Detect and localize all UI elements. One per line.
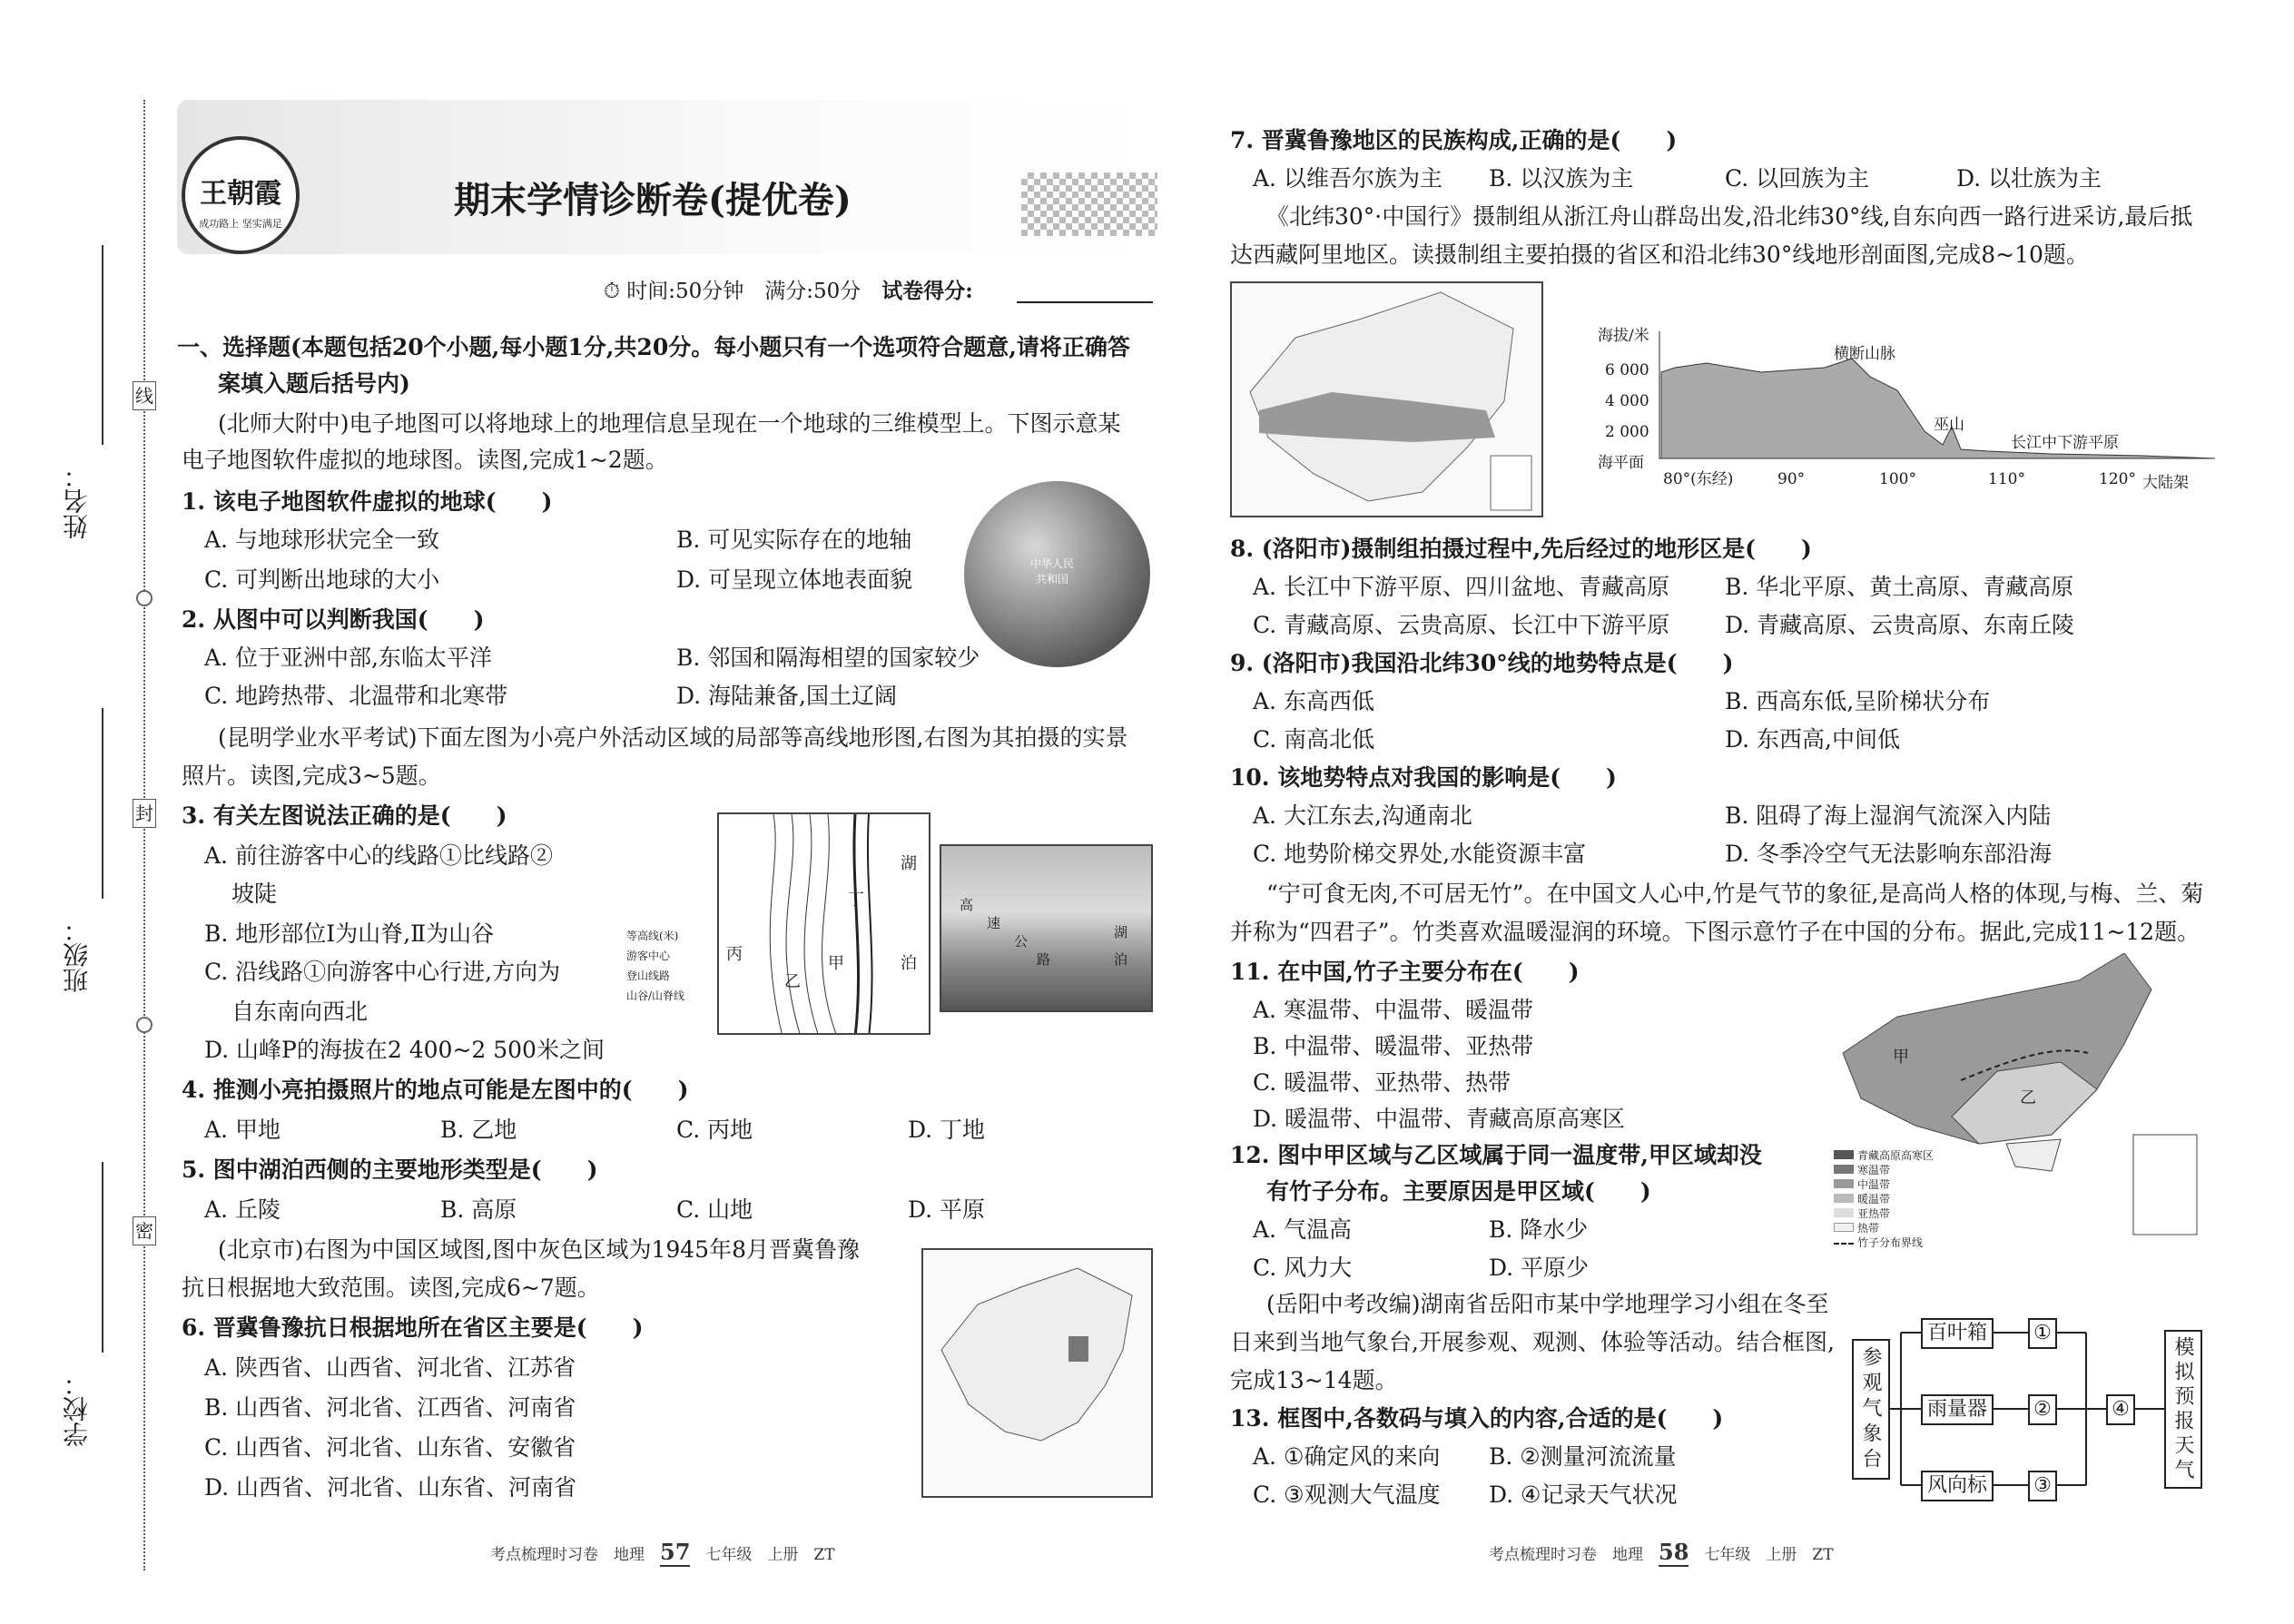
q2-option-c[interactable]: C. 地跨热带、北温带和北寒带 <box>204 683 508 709</box>
flow-left-box: 参观气象台 <box>1852 1339 1890 1480</box>
q1-option-c[interactable]: C. 可判断出地球的大小 <box>204 566 440 593</box>
intro-text: 电子地图软件虚拟的地球图。读图,完成1~2题。 <box>182 447 668 473</box>
profile-xtick: 110° <box>1988 470 2025 488</box>
route-map-shape <box>1232 283 1543 517</box>
contour-lines <box>719 814 930 1035</box>
intro-text: 日来到当地气象台,开展参观、观测、体验等活动。结合框图, <box>1230 1329 1835 1355</box>
flow-blank-4[interactable]: ④ <box>2106 1394 2135 1425</box>
clock-icon: ⏱ <box>604 280 620 303</box>
bamboo-label-jia: 甲 <box>1893 1048 1909 1067</box>
q13-option-d[interactable]: D. ④记录天气状况 <box>1489 1481 1678 1508</box>
q11-option-a[interactable]: A. 寒温带、中温带、暖温带 <box>1253 997 1533 1023</box>
footer-text: 考点梳理时习卷 地理 <box>490 1546 645 1564</box>
q2-option-a[interactable]: A. 位于亚洲中部,东临太平洋 <box>204 645 492 671</box>
q6-option-c[interactable]: C. 山西省、河北省、山东省、安徽省 <box>204 1434 576 1461</box>
intro-text: 达西藏阿里地区。读摄制组主要拍摄的省区和沿北纬30°线地形剖面图,完成8~10题。 <box>1230 241 2089 268</box>
q11-option-c[interactable]: C. 暖温带、亚热带、热带 <box>1253 1069 1511 1096</box>
binding-hole <box>136 1017 153 1033</box>
footer-text: 考点梳理时习卷 地理 <box>1489 1546 1643 1564</box>
flow-blank-3[interactable]: ③ <box>2028 1471 2057 1501</box>
intro-text: “宁可食无肉,不可居无竹”。在中国文人心中,竹是气节的象征,是高尚人格的体现,与梅、兰、菊 <box>1266 881 2204 907</box>
lake-photo <box>940 844 1153 1012</box>
q13-option-a[interactable]: A. ①确定风的来向 <box>1253 1443 1441 1470</box>
q3-option-d[interactable]: D. 山峰P的海拔在2 400~2 500米之间 <box>204 1037 605 1063</box>
map3-label-jia: 甲 <box>828 954 844 973</box>
q12-option-d[interactable]: D. 平原少 <box>1489 1255 1590 1281</box>
bamboo-distribution-map <box>1825 953 2224 1262</box>
question-12-cont: 有竹子分布。主要原因是甲区域( ) <box>1266 1178 1651 1205</box>
class-line <box>102 708 103 899</box>
route-map <box>1230 281 1543 517</box>
binding-line <box>143 100 145 1570</box>
q9-option-b[interactable]: B. 西高东低,呈阶梯状分布 <box>1725 688 1991 714</box>
logo-sub: 成功路上 坚实满足 <box>199 218 282 230</box>
school-line <box>102 1162 103 1353</box>
map3-label-yi: 乙 <box>784 972 801 991</box>
seal-mark: 密 <box>133 1216 156 1245</box>
question-2: 2. 从图中可以判断我国( ) <box>182 606 485 633</box>
q12-option-c[interactable]: C. 风力大 <box>1253 1255 1353 1281</box>
legend-item: 寒温带 <box>1834 1163 1934 1177</box>
intro-text: (北师大附中)电子地图可以将地球上的地理信息呈现在一个地球的三维模型上。下图示意某 <box>218 410 1121 437</box>
flow-blank-2[interactable]: ② <box>2028 1394 2057 1425</box>
intro-text: 《北纬30°·中国行》摄制组从浙江舟山群岛出发,沿北纬30°线,自东向西一路行进采访,最后抵 <box>1266 203 2193 230</box>
binding-hole <box>136 590 153 606</box>
logo <box>182 136 300 254</box>
q2-option-b[interactable]: B. 邻国和隔海相望的国家较少 <box>676 645 980 671</box>
q5-option-c[interactable]: C. 山地 <box>676 1196 753 1223</box>
intro-text: (北京市)右图为中国区域图,图中灰色区域为1945年8月晋冀鲁豫 <box>218 1236 860 1263</box>
time-text: 时间:50分钟 <box>626 280 744 303</box>
q8-option-d[interactable]: D. 青藏高原、云贵高原、东南丘陵 <box>1725 612 2075 638</box>
q9-option-c[interactable]: C. 南高北低 <box>1253 726 1375 753</box>
profile-label: 横断山脉 <box>1834 345 1895 363</box>
question-1: 1. 该电子地图软件虚拟的地球( ) <box>182 488 553 515</box>
q3-option-c-cont: 自东南向西北 <box>231 999 369 1025</box>
question-6: 6. 晋冀鲁豫抗日根据地所在省区主要是( ) <box>182 1314 644 1341</box>
terrain-profile <box>1598 322 2215 495</box>
q5-option-d[interactable]: D. 平原 <box>908 1196 986 1223</box>
globe-image <box>964 481 1150 667</box>
full-score: 满分:50分 <box>764 280 861 303</box>
score-label: 试卷得分: <box>881 279 973 303</box>
q8-option-c[interactable]: C. 青藏高原、云贵高原、长江中下游平原 <box>1253 612 1670 638</box>
question-13: 13. 框图中,各数码与填入的内容,合适的是( ) <box>1230 1405 1724 1432</box>
q3-option-b[interactable]: B. 地形部位Ⅰ为山脊,Ⅱ为山谷 <box>204 920 495 947</box>
q4-option-b[interactable]: B. 乙地 <box>440 1117 517 1143</box>
q3-option-c[interactable]: C. 沿线路①向游客中心行进,方向为 <box>204 959 561 985</box>
q1-option-a[interactable]: A. 与地球形状完全一致 <box>204 527 439 553</box>
question-7: 7. 晋冀鲁豫地区的民族构成,正确的是( ) <box>1230 127 1678 153</box>
photo-label: 公 <box>1014 933 1029 950</box>
profile-label: 长江中下游平原 <box>2011 434 2119 452</box>
profile-ytick: 海平面 <box>1598 454 1644 472</box>
contour-map <box>717 812 930 1035</box>
flow-box-raingauge: 雨量器 <box>1921 1394 1994 1425</box>
flow-box-louvre: 百叶箱 <box>1921 1318 1994 1349</box>
profile-xtick: 90° <box>1777 470 1806 488</box>
q10-option-b[interactable]: B. 阻碍了海上湿润气流深入内陆 <box>1725 802 2052 829</box>
q4-option-c[interactable]: C. 丙地 <box>676 1117 753 1143</box>
name-line <box>102 245 103 445</box>
class-label: 班级： <box>62 917 92 993</box>
q6-option-a[interactable]: A. 陕西省、山西省、河北省、江苏省 <box>204 1354 576 1381</box>
legend-item: 竹子分布界线 <box>1834 1235 1934 1250</box>
legend-item: 游客中心 <box>626 950 671 962</box>
q7-option-c[interactable]: C. 以回族为主 <box>1725 165 1870 192</box>
q3-option-a-cont: 坡陡 <box>231 881 278 907</box>
question-12: 12. 图中甲区域与乙区域属于同一温度带,甲区域却没 <box>1230 1142 1762 1168</box>
q7-option-a[interactable]: A. 以维吾尔族为主 <box>1253 165 1442 192</box>
intro-text: 照片。读图,完成3~5题。 <box>182 763 441 789</box>
seal-mark: 封 <box>133 799 156 828</box>
profile-label: 巫山 <box>1934 416 1964 434</box>
photo-label: 泊 <box>1114 951 1128 968</box>
q12-option-a[interactable]: A. 气温高 <box>1253 1216 1352 1243</box>
legend-item: 山谷/山脊线 <box>626 989 685 1002</box>
question-10: 10. 该地势特点对我国的影响是( ) <box>1230 764 1617 791</box>
flow-right-box: 模拟预报天气 <box>2164 1330 2202 1489</box>
photo-label: 湖 <box>1114 924 1128 940</box>
photo-label: 高 <box>960 897 974 913</box>
q5-option-b[interactable]: B. 高原 <box>440 1196 517 1223</box>
header-checker <box>1021 172 1157 236</box>
q7-option-b[interactable]: B. 以汉族为主 <box>1489 165 1634 192</box>
q9-option-a[interactable]: A. 东高西低 <box>1253 688 1374 714</box>
logo-text: 王朝霞 <box>200 179 281 209</box>
bamboo-label-yi: 乙 <box>2020 1088 2036 1107</box>
q7-option-d[interactable]: D. 以壮族为主 <box>1956 165 2102 192</box>
question-4: 4. 推测小亮拍摄照片的地点可能是左图中的( ) <box>182 1077 689 1103</box>
legend-item: 等高线(米) <box>626 930 679 942</box>
seal-mark: 线 <box>133 381 156 410</box>
map3-lake-label: 湖 <box>901 854 917 873</box>
q4-option-d[interactable]: D. 丁地 <box>908 1117 986 1143</box>
profile-label: 大陆架 <box>2142 474 2189 492</box>
china-outline <box>923 1250 1153 1498</box>
section-title-cont: 案填入题后括号内) <box>218 370 410 397</box>
profile-ytick: 4 000 <box>1605 392 1649 410</box>
profile-ylabel: 海拔/米 <box>1598 327 1649 345</box>
profile-xtick: 80°(东经) <box>1663 470 1734 488</box>
q2-option-d[interactable]: D. 海陆兼备,国土辽阔 <box>676 683 897 709</box>
q3-option-a[interactable]: A. 前往游客中心的线路①比线路② <box>204 842 553 869</box>
bamboo-legend <box>1834 1148 1934 1250</box>
contour-legend <box>626 926 717 1006</box>
q10-option-c[interactable]: C. 地势阶梯交界处,水能资源丰富 <box>1253 841 1587 867</box>
q6-option-d[interactable]: D. 山西省、河北省、山东省、河南省 <box>204 1474 577 1501</box>
score-blank[interactable] <box>1017 301 1153 303</box>
intro-text: 抗日根据地大致范围。读图,完成6~7题。 <box>182 1275 600 1301</box>
footer-right <box>1489 1539 1834 1565</box>
profile-xtick: 100° <box>1879 470 1916 488</box>
profile-ytick: 6 000 <box>1605 361 1649 379</box>
q1-option-d[interactable]: D. 可呈现立体地表面貌 <box>676 566 913 593</box>
time-info <box>604 278 973 305</box>
question-8: 8. (洛阳市)摄制组拍摄过程中,先后经过的地形区是( ) <box>1230 536 1812 562</box>
q10-option-a[interactable]: A. 大江东去,沟通南北 <box>1253 802 1472 829</box>
footer-text: 七年级 上册 ZT <box>705 1546 835 1564</box>
q8-option-a[interactable]: A. 长江中下游平原、四川盆地、青藏高原 <box>1253 574 1669 600</box>
map3-label-bing: 丙 <box>726 945 743 964</box>
q6-option-b[interactable]: B. 山西省、河北省、江西省、河南省 <box>204 1394 576 1421</box>
profile-xtick: 120° <box>2099 470 2136 488</box>
q11-option-d[interactable]: D. 暖温带、中温带、青藏高原高寒区 <box>1253 1106 1626 1132</box>
intro-text: 完成13~14题。 <box>1230 1367 1398 1393</box>
q1-option-b[interactable]: B. 可见实际存在的地轴 <box>676 527 912 553</box>
legend-item: 热带 <box>1834 1221 1934 1235</box>
legend-item: 暖温带 <box>1834 1192 1934 1206</box>
profile-ytick: 2 000 <box>1605 423 1649 441</box>
question-9: 9. (洛阳市)我国沿北纬30°线的地势特点是( ) <box>1230 650 1734 676</box>
flowchart <box>1852 1307 2215 1516</box>
map3-label-ding: 丁 <box>848 891 864 910</box>
photo-label: 路 <box>1037 951 1051 968</box>
photo-label: 速 <box>987 915 1001 931</box>
q13-option-c[interactable]: C. ③观测大气温度 <box>1253 1481 1441 1508</box>
intro-text: (岳阳中考改编)湖南省岳阳市某中学地理学习小组在冬至 <box>1266 1291 1829 1317</box>
footer-text: 七年级 上册 ZT <box>1704 1546 1834 1564</box>
q5-option-a[interactable]: A. 丘陵 <box>204 1196 281 1223</box>
name-label: 姓名： <box>62 463 92 539</box>
flow-blank-1[interactable]: ① <box>2028 1318 2057 1349</box>
q10-option-d[interactable]: D. 冬季冷空气无法影响东部沿海 <box>1725 841 2053 867</box>
intro-text: 并称为“四君子”。竹类喜欢温暖湿润的环境。下图示意竹子在中国的分布。据此,完成11~12题。 <box>1230 919 2200 945</box>
school-label: 学校： <box>62 1371 92 1447</box>
question-5: 5. 图中湖泊西侧的主要地形类型是( ) <box>182 1156 598 1183</box>
page-number: 57 <box>660 1539 691 1565</box>
footer-left <box>490 1539 835 1565</box>
page-title: 期末学情诊断卷(提优卷) <box>454 179 852 221</box>
q4-option-a[interactable]: A. 甲地 <box>204 1117 281 1143</box>
china-region-map <box>921 1248 1153 1498</box>
header-banner <box>177 100 1157 254</box>
question-3: 3. 有关左图说法正确的是( ) <box>182 802 507 829</box>
legend-item: 亚热带 <box>1834 1206 1934 1221</box>
q9-option-d[interactable]: D. 东西高,中间低 <box>1725 726 1900 753</box>
legend-item: 登山线路 <box>626 969 671 982</box>
q12-option-b[interactable]: B. 降水少 <box>1489 1216 1589 1243</box>
q13-option-b[interactable]: B. ②测量河流流量 <box>1489 1443 1677 1470</box>
map3-lake-label: 泊 <box>901 954 917 973</box>
q8-option-b[interactable]: B. 华北平原、黄土高原、青藏高原 <box>1725 574 2074 600</box>
flow-box-windvane: 风向标 <box>1921 1471 1994 1501</box>
legend-item: 青藏高原高寒区 <box>1834 1148 1934 1163</box>
globe-label: 中华人民共和国 <box>1029 557 1074 586</box>
question-11: 11. 在中国,竹子主要分布在( ) <box>1230 959 1580 985</box>
q11-option-b[interactable]: B. 中温带、暖温带、亚热带 <box>1253 1033 1534 1059</box>
section-title: 一、选择题(本题包括20个小题,每小题1分,共20分。每小题只有一个选项符合题意,请将正确答 <box>177 334 1130 360</box>
page-number: 58 <box>1659 1539 1689 1565</box>
intro-text: (昆明学业水平考试)下面左图为小亮户外活动区域的局部等高线地形图,右图为其拍摄的实景 <box>218 724 1128 751</box>
legend-item: 中温带 <box>1834 1177 1934 1192</box>
